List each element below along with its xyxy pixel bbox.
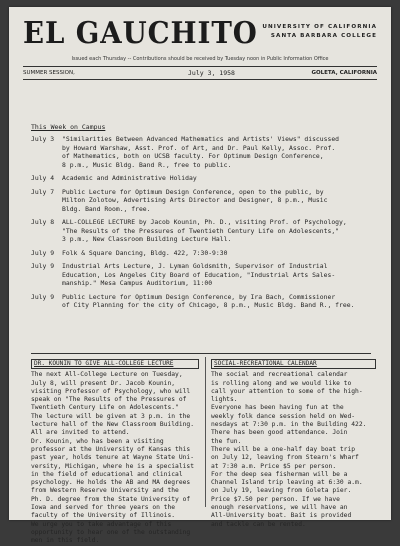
event-item [31, 249, 371, 258]
event-item [31, 293, 371, 310]
event-text: Public Lecture for Optimum Design Conference, by Ira Bach, Commissioner of City Planning for the city of Chicago, 8 p.m., Music Bldg. Band R., free. [62, 292, 355, 309]
event-date: July 3 [31, 135, 55, 143]
masthead [23, 17, 377, 67]
event-text: "Similarities Between Advanced Mathematics and Artists' Views" discussed by Howard Warshaw, Asst. Prof. of Art, and Dr. Paul Kelly, Assoc. Prof. of Mathematics, both on UCSB faculty. For Optimum Design Conference, 8 p.m., Music Bldg. Band R., free to public. [62, 135, 340, 169]
place-label: GOLETA, CALIFORNIA [311, 70, 377, 76]
masthead-rule-top [23, 66, 377, 67]
event-date: July 9 [31, 292, 55, 301]
section-rule [31, 353, 371, 354]
calendar-article [211, 359, 376, 529]
event-date: July 8 [31, 218, 55, 226]
issued-note: Issued each Thursday -- Contributions should be received by Tuesday noon in Public Information Office [71, 56, 329, 62]
event-date: July 9 [31, 262, 55, 270]
event-date: July 9 [31, 248, 55, 257]
masthead-rule-bottom [23, 79, 377, 80]
event-item [31, 174, 371, 183]
event-text: Public Lecture for Optimum Design Conference, open to the public, by Milton Zolotow, Advertising Arts Director and Designer, 8 p.m., Music Bldg. Band Room., free. [62, 187, 328, 213]
event-list [31, 135, 371, 315]
university-name: UNIVERSITY OF CALIFORNIA [262, 24, 377, 30]
newsletter-title: EL GAUCHITO [23, 16, 258, 51]
event-date: July 7 [31, 187, 55, 196]
event-text: ALL-COLLEGE LECTURE by Jacob Kounin, Ph. D., visiting Prof. of Psychology, "The Results of the Pressures of Twentieth Century Life on Adolescents," 3 p.m., New Classroom Building Lecture Hall. [62, 218, 347, 243]
event-date: July 4 [31, 174, 55, 182]
event-text: Industrial Arts Lecture, J. Lyman Goldsmith, Supervisor of Industrial Education, Los Angeles City Board of Education, "Industrial Arts Sales- manship." Mesa Campus Auditorium, 11:00 [62, 262, 336, 287]
event-item [31, 135, 371, 169]
kounin-article-heading: DR. KOUNIN TO GIVE ALL-COLLEGE LECTURE [31, 359, 199, 369]
kounin-article-body: The next All-College Lecture on Tuesday, July 8, will present Dr. Jacob Kounin, visiting Professor of Psychology, who will speak on "The Results of the Pressures of Twentieth Century Life on Adolescents." The lecture will be given at 3 p.m. in the lecture hall of the New Classroom Building. All are invited to attend. Dr. Kounin, who has been a visiting professor at the University of Kansas this past year, holds tenure at Wayne State Uni- versity, Michigan, where he is a specialist in the field of educational and clinical psychology. He holds the AB and MA degrees from Western Reserve University and the Ph. D. degree from the State University of Iowa and served for three years on the faculty of the University of Illinois. We urge you to take advantage of this opportunity to hear one of the outstanding men in this field. [31, 371, 195, 545]
event-text: Folk & Square Dancing, Bldg. 422, 7:30-9:30 [62, 248, 228, 257]
publisher-block [262, 23, 377, 41]
issue-date: July 3, 1958 [188, 69, 235, 77]
event-item [31, 262, 371, 288]
event-item [31, 218, 371, 244]
event-item [31, 188, 371, 214]
campus-heading: This Week on Campus [31, 123, 106, 131]
event-text: Academic and Administrative Holiday [62, 174, 197, 182]
college-name: SANTA BARBARA COLLEGE [270, 33, 377, 39]
column-divider [205, 357, 206, 507]
session-label: SUMMER SESSION, [23, 70, 75, 76]
calendar-article-body: The social and recreational calendar is rolling along and we would like to call your attention to some of the high- lights. Everyone has been having fun at the weekly folk dance session held on Wed- nesdays at 7:30 p.m. in the Building 422. There has been good attendance. Join the fun. There will be a one-half day boat trip on July 12, leaving from Stearn's Wharf at 7:30 a.m. Price $5 per person. For the deep sea fisherman will be a Channel Island trip leaving at 6:30 a.m. on July 19, leaving from Goleta pier. Price $7.50 per person. If we have enough reservations, we will have an All-University boat. Bait is provided and tackle can be rented. [211, 371, 367, 528]
newsletter-page [9, 7, 391, 545]
kounin-article [31, 359, 199, 546]
calendar-article-heading: SOCIAL-RECREATIONAL CALENDAR [211, 359, 376, 369]
